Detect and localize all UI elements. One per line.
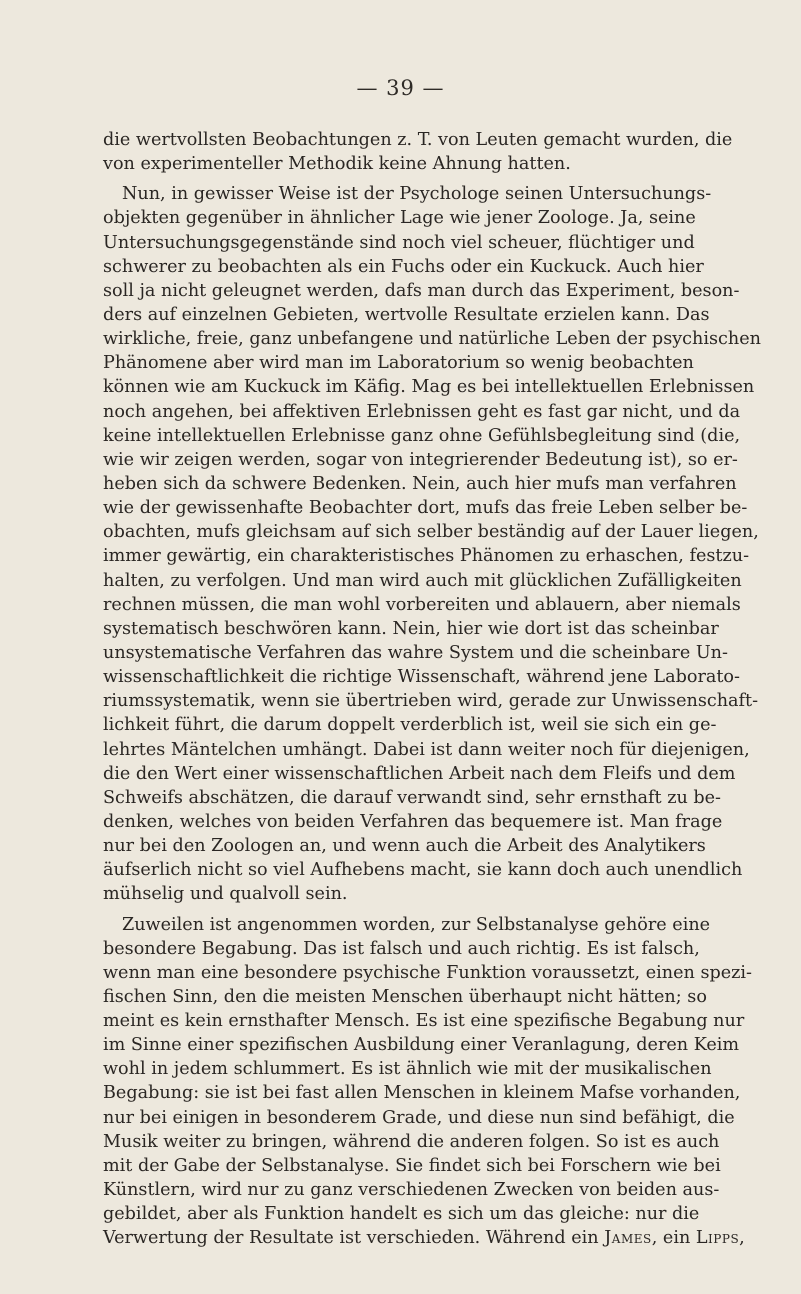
text-line: wenn man eine besondere psychische Funktion voraussetzt, einen spezi- [103,962,752,983]
text-line: halten, zu verfolgen. Und man wird auch mit glücklichen Zufälligkeiten [103,570,742,591]
text-line: nur bei einigen in besonderem Grade, und diese nun sind befähigt, die [103,1107,735,1128]
text-line: noch angehen, bei affektiven Erlebnissen geht es fast gar nicht, und da [103,401,741,422]
text-line: Künstlern, wird nur zu ganz verschiedenen Zwecken von beiden aus- [103,1180,720,1201]
text-line: wirkliche, freie, ganz unbefangene und natürliche Leben der psychischen [103,329,761,350]
text-line: obachten, mufs gleichsam auf sich selber beständig auf der Lauer liegen, [103,522,759,543]
paragraph [103,913,752,1251]
text-line: mühselig und qualvoll sein. [103,884,348,905]
text-line: im Sinne einer spezifischen Ausbildung einer Veranlagung, deren Keim [103,1035,740,1056]
text-line: keine intellektuellen Erlebnisse ganz ohne Gefühlsbegleitung sind (die, [103,425,741,446]
text-line: fischen Sinn, den die meisten Menschen überhaupt nicht hätten; so [103,986,707,1007]
text-line: Phänomene aber wird man im Laboratorium so wenig beobachten [103,353,694,374]
text-line: mit der Gabe der Selbstanalyse. Sie findet sich bei Forschern wie bei [103,1155,721,1176]
text-line [103,1226,745,1250]
text-line: immer gewärtig, ein charakteristisches Phänomen zu erhaschen, festzu- [103,546,750,567]
text-line: wissenschaftlichkeit die richtige Wissenschaft, während jene Laborato- [103,667,740,688]
body-text [103,128,761,1250]
text-line: denken, welches von beiden Verfahren das bequemere ist. Man frage [103,811,723,832]
text-line: ders auf einzelnen Gebieten, wertvolle Resultate erzielen kann. Das [103,304,710,325]
text-line: lichkeit führt, die darum doppelt verderblich ist, weil sie sich ein ge- [103,715,717,736]
text-line: die den Wert einer wissenschaftlichen Arbeit nach dem Fleifs und dem [103,763,736,784]
text-line: die wertvollsten Beobachtungen z. T. von Leuten gemacht wurden, die [103,130,733,150]
text-line: meint es kein ernsthafter Mensch. Es ist eine spezifische Begabung nur [103,1011,745,1032]
text-segment: , ein [651,1228,696,1249]
paragraph [103,182,761,906]
text-line: Schweifs abschätzen, die darauf verwandt sind, sehr ernsthaft zu be- [103,787,722,808]
text-line: riumssystematik, wenn sie übertrieben wird, gerade zur Unwissenschaft- [103,691,759,712]
text-line: lehrtes Mäntelchen umhängt. Dabei ist dann weiter noch für diejenigen, [103,739,750,760]
text-line: gebildet, aber als Funktion handelt es sich um das gleiche: nur die [103,1204,700,1225]
author-name: James [604,1228,652,1249]
text-line: äufserlich nicht so viel Aufhebens macht, sie kann doch auch unendlich [103,860,743,881]
text-segment: , [739,1228,745,1249]
text-line: von experimenteller Methodik keine Ahnung hatten. [103,154,571,175]
text-segment: Verwertung der Resultate ist verschieden. Während ein [103,1228,605,1249]
text-line: nur bei den Zoologen an, und wenn auch die Arbeit des Analytikers [103,836,706,857]
paragraph [103,128,733,176]
text-line: wie wir zeigen werden, sogar von integrierender Bedeutung ist), so er- [103,449,738,470]
author-name: Lipps [695,1228,740,1249]
text-line: objekten gegenüber in ähnlicher Lage wie jener Zoologe. Ja, seine [103,208,696,229]
text-line: Nun, in gewisser Weise ist der Psychologe seinen Untersuchungs- [122,184,712,205]
text-line: wohl in jedem schlummert. Es ist ähnlich wie mit der musikalischen [103,1059,712,1080]
text-line: unsystematische Verfahren das wahre System und die scheinbare Un- [103,642,728,663]
text-line: Musik weiter zu bringen, während die anderen folgen. So ist es auch [103,1131,720,1152]
text-line: besondere Begabung. Das ist falsch und auch richtig. Es ist falsch, [103,938,700,959]
text-line: schwerer zu beobachten als ein Fuchs oder ein Kuckuck. Auch hier [103,256,704,277]
text-line: Zuweilen ist angenommen worden, zur Selbstanalyse gehöre eine [122,914,711,935]
page-number: — 39 — [356,76,445,100]
text-line: heben sich da schwere Bedenken. Nein, auch hier mufs man verfahren [103,473,737,494]
text-line: wie der gewissenhafte Beobachter dort, mufs das freie Leben selber be- [103,498,748,519]
text-line: können wie am Kuckuck im Käfig. Mag es bei intellektuellen Erlebnissen [103,377,755,398]
text-line: soll ja nicht geleugnet werden, dafs man durch das Experiment, beson- [103,280,740,301]
text-line: Begabung: sie ist bei fast allen Menschen in kleinem Mafse vorhanden, [103,1083,741,1104]
text-line: systematisch beschwören kann. Nein, hier wie dort ist das scheinbar [103,618,719,639]
text-line: rechnen müssen, die man wohl vorbereiten und ablauern, aber niemals [103,594,741,615]
text-line: Untersuchungsgegenstände sind noch viel scheuer, flüchtiger und [103,232,695,253]
